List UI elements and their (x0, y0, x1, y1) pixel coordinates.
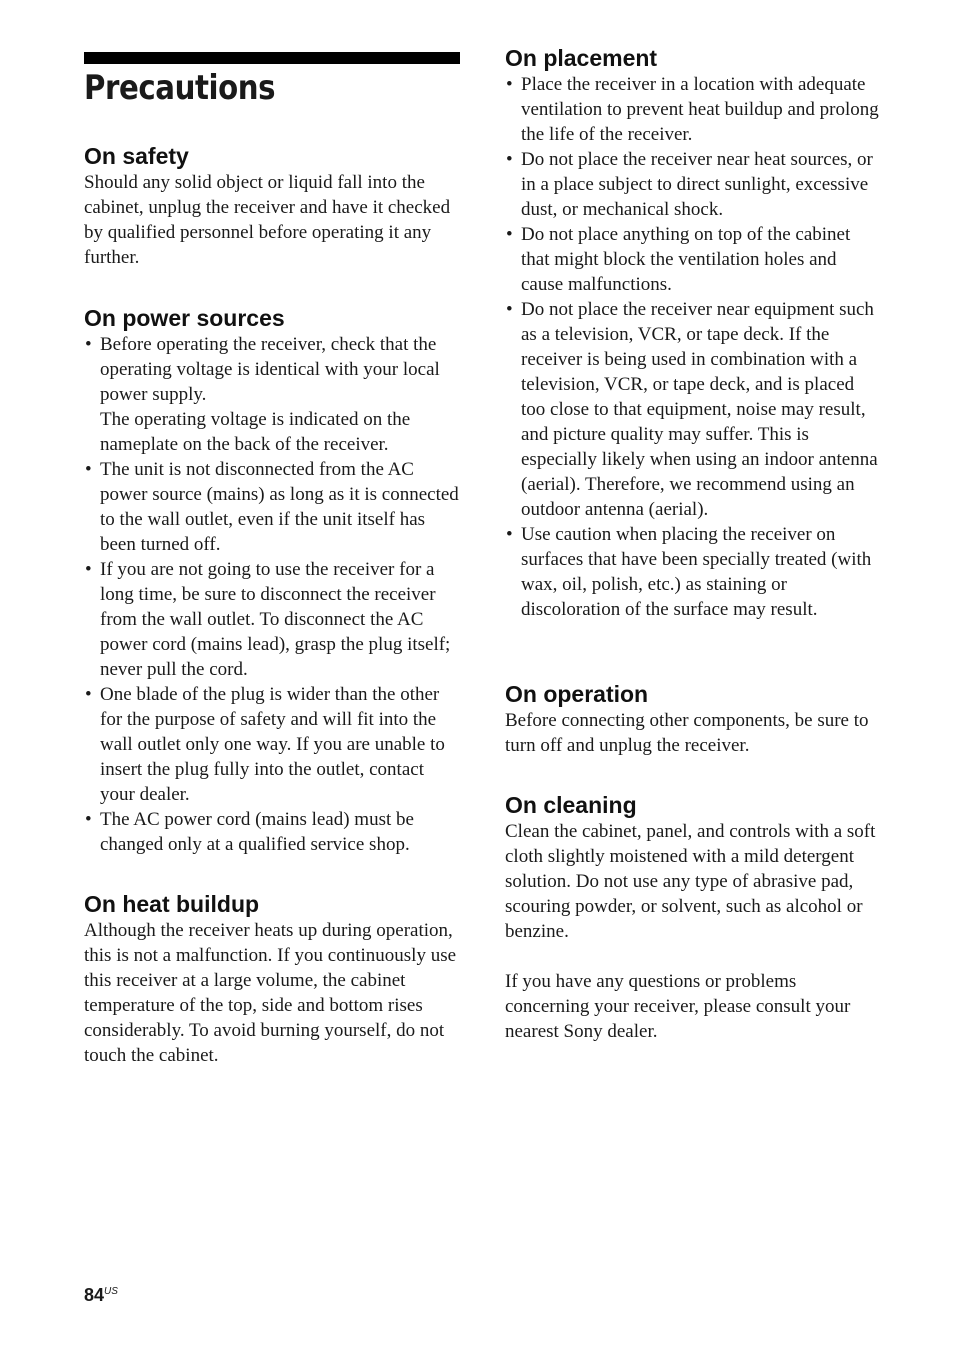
heading-cleaning: On cleaning (505, 792, 637, 818)
placement-item-4: Do not place the receiver near equipment such as a television, VCR, or tape deck. If the receiver is being used in combination with a television, VCR, or tape deck, and is placed too close to that equipment, noise may result, and picture quality may suffer. This is especially likely when using an indoor antenna (aerial). Therefore, we recommend using an outdoor antenna (aerial). (521, 299, 878, 520)
placement-item-1: Place the receiver in a location with adequate ventilation to prevent heat buildup and prolong the life of the receiver. (521, 74, 879, 145)
section-placement (505, 44, 883, 622)
heading-power-sources: On power sources (84, 305, 285, 331)
section-cleaning (505, 791, 883, 1044)
operation-text: Before connecting other components, be sure to turn off and unplug the receiver. (505, 710, 869, 756)
power-item-4: One blade of the plug is wider than the other for the purpose of safety and will fit into the wall outlet only one way. If you are unable to insert the plug fully into the outlet, contact your dealer. (100, 684, 445, 805)
heat-text: Although the receiver heats up during operation, this is not a malfunction. If you continuously use this receiver at a large volume, the cabinet temperature of the top, side and bottom rises considerably. To avoid burning yourself, do not touch the cabinet. (84, 920, 457, 1066)
heading-heat-buildup: On heat buildup (84, 891, 260, 917)
placement-item-3: Do not place anything on top of the cabinet that might block the ventilation holes and cause malfunctions. (521, 224, 851, 295)
page-number-value: 84 (84, 1285, 105, 1305)
page-number-suffix: US (104, 1286, 118, 1297)
power-item-1: Before operating the receiver, check that the operating voltage is identical with your local power supply. (100, 334, 440, 405)
power-item-2: The unit is not disconnected from the AC power source (mains) as long as it is connected to the wall outlet, even if the unit itself has been turned off. (100, 459, 459, 555)
placement-item-2: Do not place the receiver near heat sources, or in a place subject to direct sunlight, excessive dust, or mechanical shock. (521, 149, 873, 220)
list-item (505, 222, 883, 297)
heading-safety: On safety (84, 143, 189, 169)
placement-item-5: Use caution when placing the receiver on surfaces that have been specially treated (with wax, oil, polish, etc.) as staining or discoloration of the surface may result. (521, 524, 872, 620)
list-item (84, 807, 462, 857)
section-safety (84, 142, 462, 270)
list-item (84, 457, 462, 557)
placement-list (505, 72, 883, 622)
section-operation (505, 680, 883, 758)
title-rule (84, 52, 460, 64)
list-item (84, 557, 462, 682)
power-item-3: If you are not going to use the receiver for a long time, be sure to disconnect the receiver from the wall outlet. To disconnect the AC power cord (mains lead), grasp the plug itself; never pull the cord. (100, 559, 451, 680)
page-title: Precautions (84, 68, 276, 108)
list-item (505, 72, 883, 147)
section-heat-buildup (84, 890, 462, 1068)
contact-text: If you have any questions or problems concerning your receiver, please consult your nearest Sony dealer. (505, 971, 851, 1042)
list-item (84, 682, 462, 807)
safety-text: Should any solid object or liquid fall into the cabinet, unplug the receiver and have it checked by qualified personnel before operating it any further. (84, 172, 451, 268)
section-power-sources (84, 304, 462, 857)
heading-operation: On operation (505, 681, 649, 707)
power-list (84, 332, 462, 857)
cleaning-text: Clean the cabinet, panel, and controls with a soft cloth slightly moistened with a mild detergent solution. Do not use any type of abrasive pad, scouring powder, or solvent, such as alcohol or benzine. (505, 821, 876, 942)
list-item (505, 297, 883, 522)
power-item-5: The AC power cord (mains lead) must be changed only at a qualified service shop. (100, 809, 414, 855)
list-item (84, 332, 462, 457)
power-item-1-note: The operating voltage is indicated on the nameplate on the back of the receiver. (100, 409, 411, 455)
list-item (505, 522, 883, 622)
heading-placement: On placement (505, 45, 658, 71)
list-item (505, 147, 883, 222)
page-number (84, 1281, 118, 1306)
